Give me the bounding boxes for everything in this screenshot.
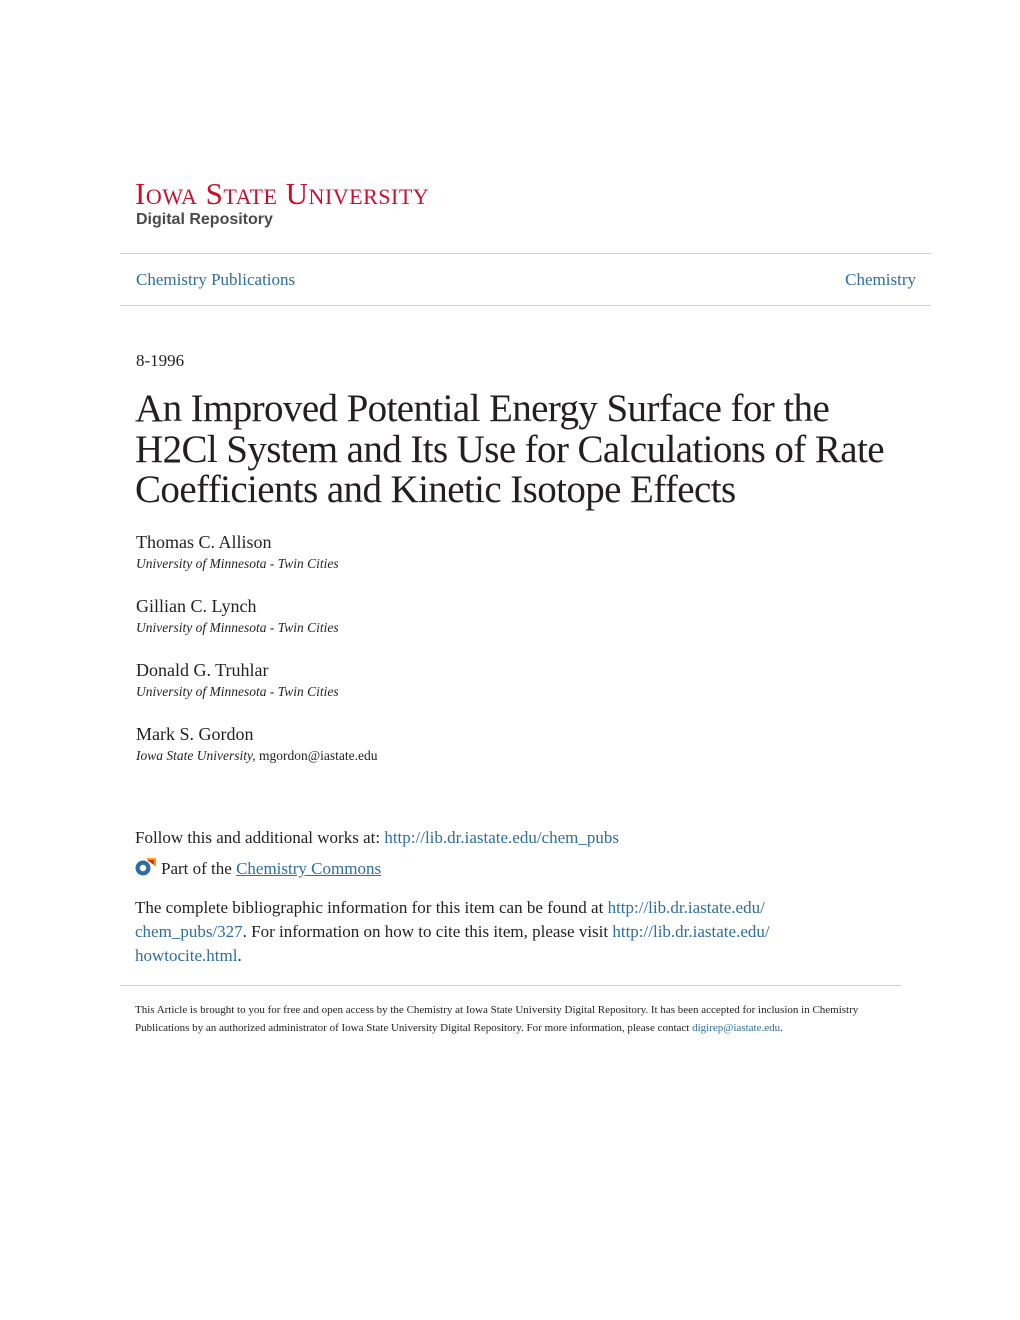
nav-bottom-divider (120, 305, 931, 306)
author-block-2 (136, 597, 339, 635)
part-of-line (135, 857, 381, 881)
footer-text: This Article is brought to you for free and open access by the Chemistry at Iowa State University Digital Repository. It has been accepted for inclusion in Chemistry Publications by an authorized administrator of Iowa State University Digital Repository. For more information, please contact (135, 1004, 859, 1034)
biblio-text: The complete bibliographic information for this item can be found at (135, 898, 608, 917)
publication-date: 8-1996 (136, 351, 185, 370)
follow-line (135, 826, 619, 850)
item-url-link-part2[interactable]: chem_pubs/327 (135, 922, 243, 941)
repository-logo-subtitle: Digital Repository (136, 211, 273, 228)
footer-notice (135, 1001, 885, 1037)
chemistry-publications-link[interactable]: Chemistry Publications (136, 270, 296, 289)
author-affiliation-line: Iowa State University, mgordon@iastate.edu (136, 748, 378, 763)
item-url-link-part1[interactable]: http://lib.dr.iastate.edu/ (607, 898, 765, 917)
follow-url-link[interactable]: http://lib.dr.iastate.edu/chem_pubs (384, 828, 619, 847)
follow-prefix: Follow this and additional works at: (135, 828, 385, 847)
author-affiliation: University of Minnesota - Twin Cities (136, 556, 339, 571)
author-block-3 (136, 661, 339, 699)
author-email[interactable]: mgordon@iastate.edu (258, 748, 378, 763)
top-divider (120, 253, 931, 254)
chemistry-link[interactable]: Chemistry (845, 270, 916, 289)
author-name: Mark S. Gordon (136, 724, 254, 744)
article-title: An Improved Potential Energy Surface for the H2Cl System and Its Use for Calculations of Rate Coefficients and Kinetic Isotope Effects (135, 387, 884, 511)
author-affiliation: University of Minnesota - Twin Cities (136, 684, 339, 699)
chemistry-commons-link[interactable]: Chemistry Commons (236, 859, 382, 878)
howtocite-link-part1[interactable]: http://lib.dr.iastate.edu/ (612, 922, 770, 941)
footer-end: . (780, 1022, 783, 1034)
footer-email-link[interactable]: digirep@iastate.edu (692, 1022, 781, 1034)
author-name: Donald G. Truhlar (136, 660, 269, 680)
part-of-prefix: Part of the (161, 859, 237, 878)
author-name: Gillian C. Lynch (136, 596, 257, 616)
biblio-end: . (237, 946, 242, 965)
author-block-4 (136, 725, 378, 763)
footer-divider (120, 985, 901, 986)
biblio-text-cite: . For information on how to cite this item, please visit (242, 922, 613, 941)
author-block-1 (136, 533, 339, 571)
network-commons-icon (135, 857, 157, 877)
university-logo-title: Iowa State University (135, 176, 430, 211)
author-affiliation: Iowa State University (136, 748, 253, 763)
howtocite-link-part2[interactable]: howtocite.html (135, 946, 238, 965)
author-name: Thomas C. Allison (136, 532, 272, 552)
author-affiliation: University of Minnesota - Twin Cities (136, 620, 339, 635)
bibliographic-info (135, 896, 875, 968)
